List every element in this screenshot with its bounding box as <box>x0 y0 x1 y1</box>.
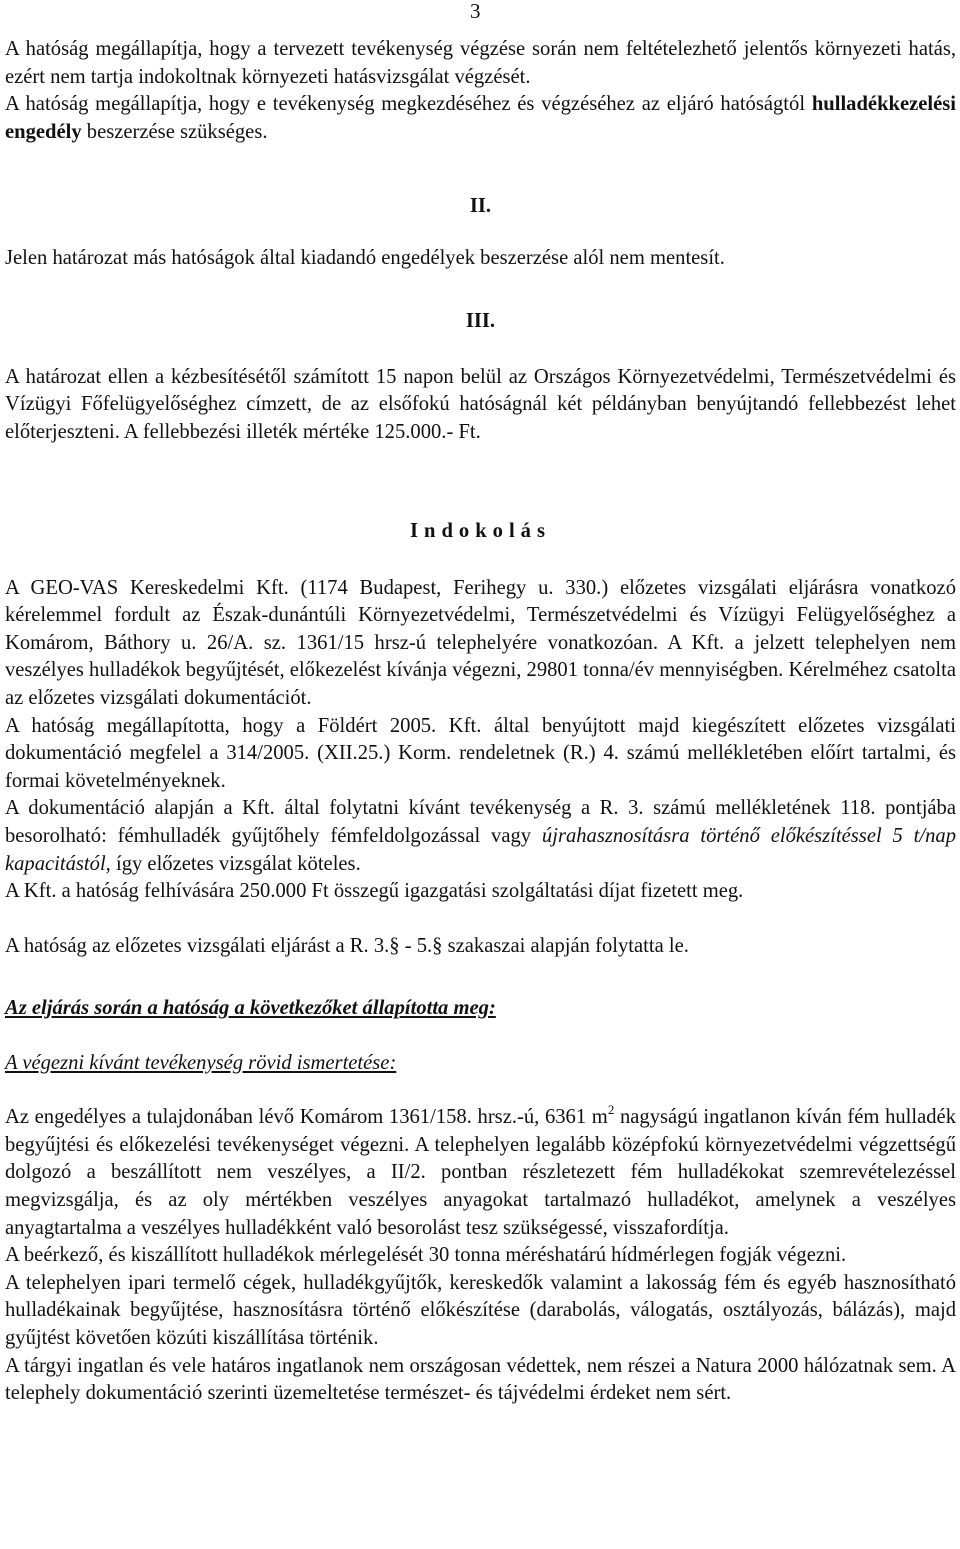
section-ii-text: Jelen határozat más hatóságok által kiadandó engedélyek beszerzése alól nem mentesít. <box>5 246 725 269</box>
justification-p3-post: , így előzetes vizsgálat köteles. <box>105 852 361 875</box>
section-iii <box>5 308 956 446</box>
justification-p2: A hatóság megállapította, hogy a Földért 2005. Kft. által benyújtott majd kiegészített előzetes vizsgálati dokumentáció megfelel a 314/2005. (XII.25.) Korm. rendeletnek (R.) 4. számú mellékletében előírt tartalmi, és formai követelményeknek. <box>5 714 956 792</box>
justification-p5: A hatóság az előzetes vizsgálati eljárást a R. 3.§ - 5.§ szakaszai alapján folytatta le. <box>5 934 689 957</box>
findings-section <box>5 995 956 1408</box>
findings-p1-post: nagyságú ingatlanon kíván fém hulladék begyűjtési és előkezelési tevékenységet végezni. A telephelyen legalább középfokú környezetvédelmi végzettségű dolgozó a beszállított nem veszélyes, a II/2. pontban részletezett fém hulladékokat szemrevételezéssel megvizsgálja, és az oly mértékben veszélyes anyagokat tartalmazó hulladékot, amelynek a veszélyes anyagtartalma a veszélyes hulladékként való besorolást tesz szükségessé, visszafordítja. <box>5 1106 956 1239</box>
section-iii-text: A határozat ellen a kézbesítésétől számított 15 napon belül az Országos Környezetvédelmi, Természetvédelmi és Vízügyi Főfelügyelőséghez címzett, de az elsőfokú hatóságnál két példányban benyújtandó fellebbezést lehet előterjeszteni. A fellebbezési illeték mértéke 125.000.- Ft. <box>5 365 956 443</box>
page-number: 3 <box>470 0 481 23</box>
justification-p3-pre: A dokumentáció alapján a Kft. által folytatni kívánt tevékenység a R. 3. számú mellékletének 118. pontjába besorolható: fémhulladék gyűjtőhely fémfeldolgozással vagy <box>5 797 956 847</box>
section-iii-heading: III. <box>465 310 496 332</box>
intro-permit-text-post: beszerzése szükséges. <box>81 120 268 143</box>
findings-p1-superscript: 2 <box>607 1102 615 1118</box>
intro-permit-text-pre: A hatóság megállapítja, hogy e tevékenység megkezdéséhez és végzéséhez az eljáró hatóságtól <box>5 93 812 116</box>
justification-p3-italic: újrahasznosításra történő előkészítéssel 5 t/nap kapacitástól <box>5 824 957 875</box>
findings-p1-pre: Az engedélyes a tulajdonában lévő Komárom 1361/158. hrsz.-ú, 6361 m <box>5 1106 608 1129</box>
intro-permit-bold: hulladékkezelési engedély <box>5 93 956 143</box>
section-ii <box>5 193 956 272</box>
findings-p1 <box>5 1104 956 1242</box>
findings-subheading: A végezni kívánt tevékenység rövid ismertetése: <box>5 1051 397 1074</box>
section-ii-heading: II. <box>469 195 492 217</box>
justification-p1: A GEO-VAS Kereskedelmi Kft. (1174 Budapest, Ferihegy u. 330.) előzetes vizsgálati eljárásra vonatkozó kérelemmel fordult az Észak-dunántúli Környezetvédelmi, Természetvédelmi és Vízügyi Felügyelőséghez a Komárom, Báthory u. 26/A. sz. 1361/15 hrsz-ú telephelyére vonatkozóan. A Kft. a jelzett telephelyen nem veszélyes hulladékok begyűjtését, előkezelést kívánja végezni, 29801 tonna/év mennyiségben. Kérelméhez csatolta az előzetes vizsgálati dokumentációt. <box>5 576 956 709</box>
findings-p3: A telephelyen ipari termelő cégek, hulladékgyűjtők, kereskedők valamint a lakosság fém és egyéb hasznosítható hulladékainak begyűjtése, hasznosításra történő előkészítése (darabolás, válogatás, osztályozás, bálázás), majd gyűjtést követően közúti kiszállítása történik. <box>5 1271 956 1349</box>
findings-heading: Az eljárás során a hatóság a következőket állapította meg: <box>5 997 496 1019</box>
intro-block <box>5 36 956 146</box>
justification-heading: Indokolás <box>409 520 551 542</box>
intro-permit-statement <box>5 91 956 146</box>
findings-p4: A tárgyi ingatlan és vele határos ingatlanok nem országosan védettek, nem részei a Natura 2000 hálózatnak sem. A telephely dokumentáció szerinti üzemeltetése természet- és tájvédelmi érdeket nem sért. <box>5 1354 956 1405</box>
justification-section <box>5 518 956 960</box>
intro-statement: A hatóság megállapítja, hogy a tervezett tevékenység végzése során nem feltételezhető jelentős környezeti hatás, ezért nem tartja indokoltnak környezeti hatásvizsgálat végzését. <box>5 38 956 88</box>
justification-p4: A Kft. a hatóság felhívására 250.000 Ft összegű igazgatási szolgáltatási díjat fizetett meg. <box>5 880 744 903</box>
justification-p3 <box>5 795 956 878</box>
findings-p2: A beérkező, és kiszállított hulladékok mérlegelését 30 tonna méréshatárú hídmérlegen fogják végezni. <box>5 1244 847 1267</box>
